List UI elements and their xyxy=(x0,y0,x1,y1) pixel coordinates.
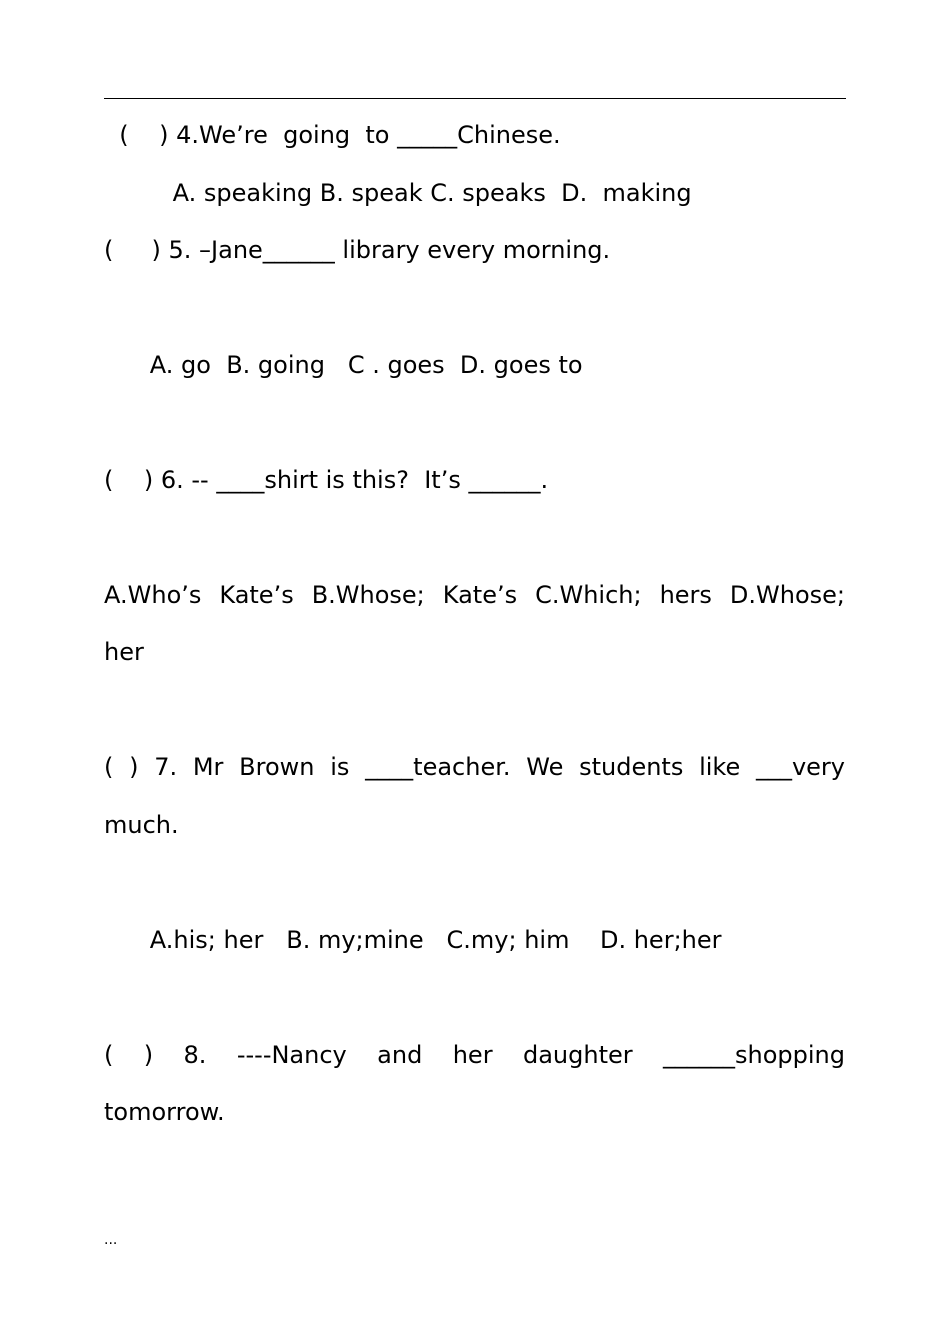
header-rule xyxy=(104,98,846,99)
question-4-stem: ( ) 4.We’re going to _____Chinese. xyxy=(104,121,561,149)
question-7-options: A.his; her B. my;mine C.my; him D. her;her xyxy=(104,926,722,954)
question-4-options: A. speaking B. speak C. speaks D. making xyxy=(104,179,692,207)
question-5-stem: ( ) 5. –Jane______ library every morning. xyxy=(104,236,611,264)
question-7-stem-line-1: ( ) 7. Mr Brown is ____teacher. We students like ___very xyxy=(104,753,845,781)
question-7-stem-line-2: much. xyxy=(104,811,179,839)
question-8-stem-line-2: tomorrow. xyxy=(104,1098,225,1126)
question-6-options-line-1: A.Who’s Kate’s B.Whose; Kate’s C.Which; hers D.Whose; xyxy=(104,581,845,609)
page-footer-ellipsis: ... xyxy=(104,1232,118,1248)
question-6-stem: ( ) 6. -- ____shirt is this? It’s ______. xyxy=(104,466,549,494)
question-5-options: A. go B. going C . goes D. goes to xyxy=(104,351,583,379)
question-6-options-line-2: her xyxy=(104,638,144,666)
question-8-stem-line-1: ( ) 8. ----Nancy and her daughter ______shopping xyxy=(104,1041,845,1069)
